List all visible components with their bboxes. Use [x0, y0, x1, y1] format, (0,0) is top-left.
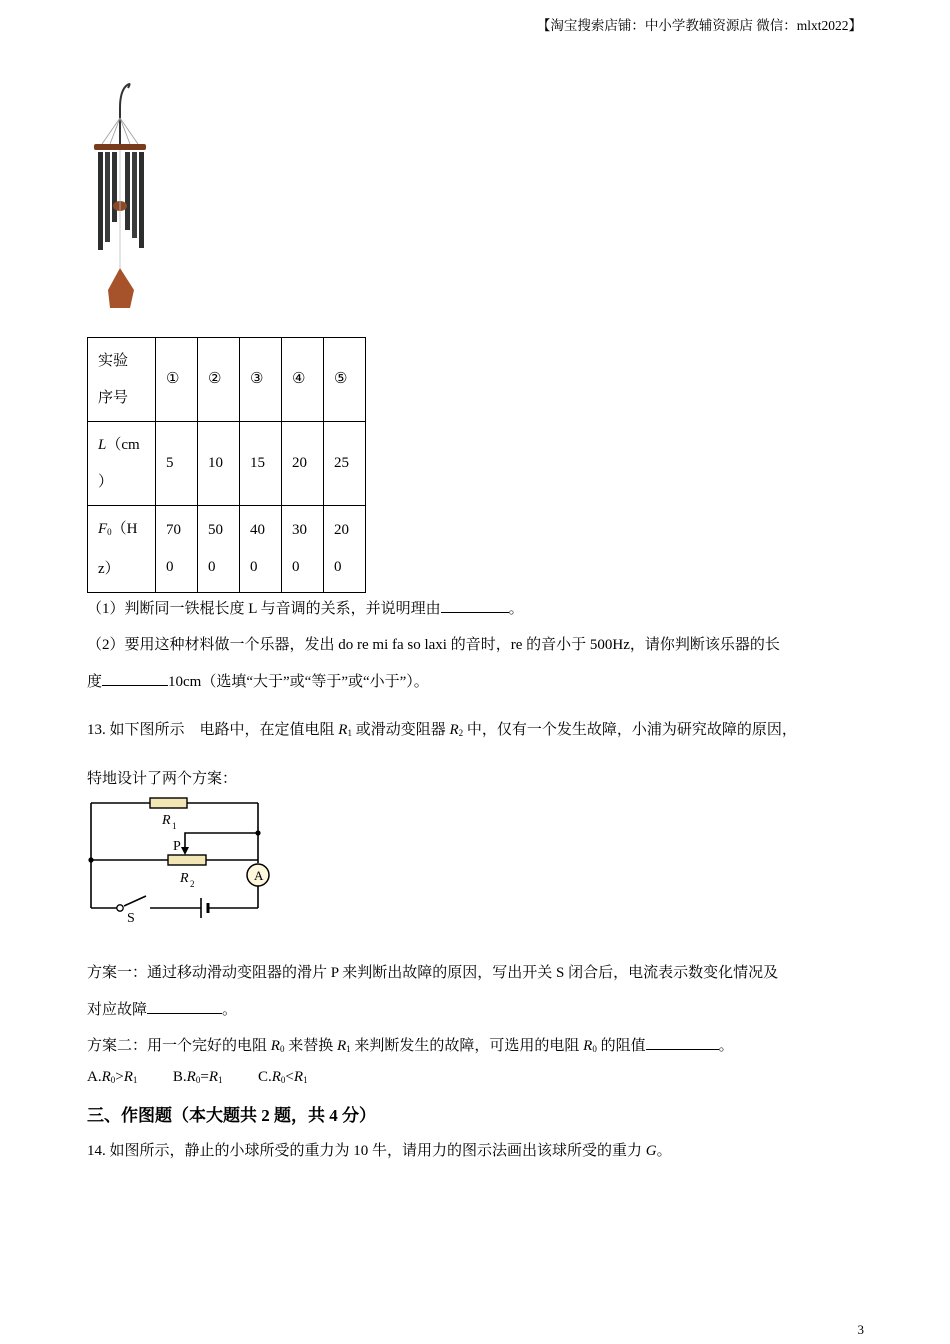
r-var: R: [186, 1069, 196, 1085]
slider-p-label: P: [173, 839, 181, 854]
length-label-cell: [88, 422, 156, 506]
plan2-text-c: 来判断发生的故障，可选用的电阻: [350, 1038, 584, 1054]
r-sub: 0: [279, 1044, 285, 1054]
r-var: R: [336, 1038, 347, 1054]
cell-line2: 0: [208, 559, 216, 575]
q14-text: 14. 如图所示，静止的小球所受的重力为 10 牛，请用力的图示法画出该球所受的重力: [87, 1143, 646, 1159]
wind-chime-image: [88, 78, 152, 314]
length-unit-end: ）: [98, 473, 114, 490]
option-c-op: <: [285, 1069, 294, 1085]
frequency-sub: 0: [107, 526, 112, 537]
option-a[interactable]: [87, 1069, 137, 1085]
answer-blank[interactable]: [102, 685, 168, 686]
circuit-diagram: [84, 790, 274, 930]
frequency-unit-end: z）: [98, 560, 120, 577]
r-var: R: [123, 1069, 133, 1085]
cell-line2: 0: [292, 559, 300, 575]
q13-stem-line1: [87, 718, 797, 739]
answer-blank[interactable]: [147, 1013, 222, 1014]
switch-contact: [117, 905, 123, 911]
r-sub: 0: [592, 1044, 597, 1054]
cell-line1: 30: [292, 522, 307, 538]
answer-blank[interactable]: [646, 1049, 719, 1050]
option-b-label: B.: [172, 1069, 187, 1085]
r2-sub: 2: [190, 879, 195, 889]
answer-blank[interactable]: [441, 612, 509, 613]
page-header: 【淘宝搜索店铺：中小学教辅资源店 微信：mlxt2022】: [536, 18, 862, 33]
option-b-op: =: [200, 1069, 209, 1085]
plan2-end: 。: [718, 1038, 734, 1054]
plan2-text-d: 的阻值: [596, 1038, 646, 1054]
q13-text-a: 13. 如下图所示 电路中，在定值电阻: [87, 722, 339, 738]
r-sub: 2: [458, 728, 464, 738]
r-sub: 1: [347, 728, 352, 738]
q12-part2-text-b: 10cm（选填“大于”或“等于”或“小于”）。: [168, 674, 429, 690]
r-var: R: [208, 1069, 218, 1085]
r2-label: R: [180, 871, 189, 886]
r-sub: 0: [110, 1075, 116, 1085]
table-cell: ④: [282, 338, 324, 422]
ammeter-label: A: [254, 868, 264, 883]
plan2-text-b: 来替换: [284, 1038, 337, 1054]
frequency-label-cell: [88, 506, 156, 593]
r-var: R: [293, 1069, 304, 1085]
table-cell: 20: [282, 422, 324, 506]
option-c-label: C.: [257, 1069, 272, 1085]
table-cell: ⑤: [324, 338, 366, 422]
gravity-var: G: [645, 1143, 657, 1159]
q12-part1: [87, 597, 524, 618]
r-var: R: [338, 722, 348, 738]
option-a-op: >: [115, 1069, 124, 1085]
option-b[interactable]: [173, 1069, 223, 1085]
r-var: R: [101, 1069, 111, 1085]
pitch-data-table: [87, 337, 366, 593]
plan1-line1: 方案一：通过移动滑动变阻器的滑片 P 来判断出故障的原因，写出开关 S 闭合后，电流表示数变化情况及: [87, 965, 779, 981]
frequency-unit: （H: [111, 520, 138, 537]
page-number: 3: [857, 1322, 864, 1337]
r-var: R: [583, 1038, 593, 1054]
table-cell: ②: [198, 338, 240, 422]
r-sub: 1: [346, 1044, 351, 1054]
table-row: [88, 338, 366, 422]
q12-part2-line2: [87, 670, 429, 691]
option-a-label: A.: [87, 1069, 102, 1085]
r-var: R: [449, 722, 459, 738]
cell-line1: 20: [334, 522, 349, 538]
section-heading: 三、作图题（本大题共 2 题，共 4 分）: [87, 1106, 376, 1125]
table-cell: [240, 506, 282, 593]
table-row: [88, 506, 366, 593]
header-cell: [88, 338, 156, 422]
cell-line1: 40: [250, 522, 265, 538]
header-label-line2: 序号: [98, 389, 129, 406]
table-cell: 25: [324, 422, 366, 506]
r-var: R: [270, 1038, 280, 1054]
q14-end: 。: [656, 1143, 672, 1159]
length-unit: （cm: [106, 436, 140, 453]
table-cell: [282, 506, 324, 593]
table-cell: 15: [240, 422, 282, 506]
plan1-line2: [87, 998, 237, 1019]
plan1-text: 对应故障: [87, 1002, 148, 1018]
cell-line2: 0: [166, 559, 174, 575]
q12-part2-text-a: 度: [87, 674, 103, 690]
q12-part2-line1: （2）要用这种材料做一个乐器，发出 do re mi fa so laxi 的音时，re 的音小于 500Hz，请你判断该乐器的长: [87, 637, 780, 653]
cell-line2: 0: [334, 559, 342, 575]
plan2-text-a: 方案二：用一个完好的电阻: [87, 1038, 271, 1054]
q13-text-b: 或滑动变阻器: [351, 722, 450, 738]
plan2-line: [87, 1034, 734, 1055]
q12-part1-text: （1）判断同一铁棍长度 L 与音调的关系，并说明理由: [87, 601, 441, 617]
table-cell: 5: [156, 422, 198, 506]
switch-label: S: [127, 911, 135, 926]
q12-part1-end: 。: [508, 601, 524, 617]
r-sub: 1: [217, 1075, 223, 1085]
header-label-line1: 实验: [98, 352, 129, 369]
table-cell: [198, 506, 240, 593]
q13-text-c: 中，仅有一个发生故障，小浦为研究故障的原因，: [463, 722, 797, 738]
cell-line1: 50: [208, 522, 223, 538]
table-cell: ③: [240, 338, 282, 422]
resistor-r1: [150, 798, 187, 808]
rheostat-r2: [168, 855, 206, 865]
r-sub: 1: [303, 1075, 308, 1085]
length-var: L: [98, 436, 107, 453]
q13-stem-line2: 特地设计了两个方案：: [87, 771, 238, 787]
r1-label: R: [162, 813, 171, 828]
cell-line1: 70: [166, 522, 181, 538]
table-row: [88, 422, 366, 506]
option-c[interactable]: [258, 1069, 308, 1085]
r-var: R: [271, 1069, 281, 1085]
frequency-var: F: [98, 520, 108, 537]
plan1-end: 。: [222, 1002, 238, 1018]
r-sub: 0: [195, 1075, 201, 1085]
q14-stem: [87, 1139, 672, 1160]
r1-sub: 1: [172, 821, 177, 831]
cell-line2: 0: [250, 559, 258, 575]
r-sub: 0: [280, 1075, 286, 1085]
table-cell: [156, 506, 198, 593]
r-sub: 1: [132, 1075, 138, 1085]
table-cell: [324, 506, 366, 593]
plan2-options: [87, 1069, 308, 1086]
table-cell: ①: [156, 338, 198, 422]
table-cell: 10: [198, 422, 240, 506]
